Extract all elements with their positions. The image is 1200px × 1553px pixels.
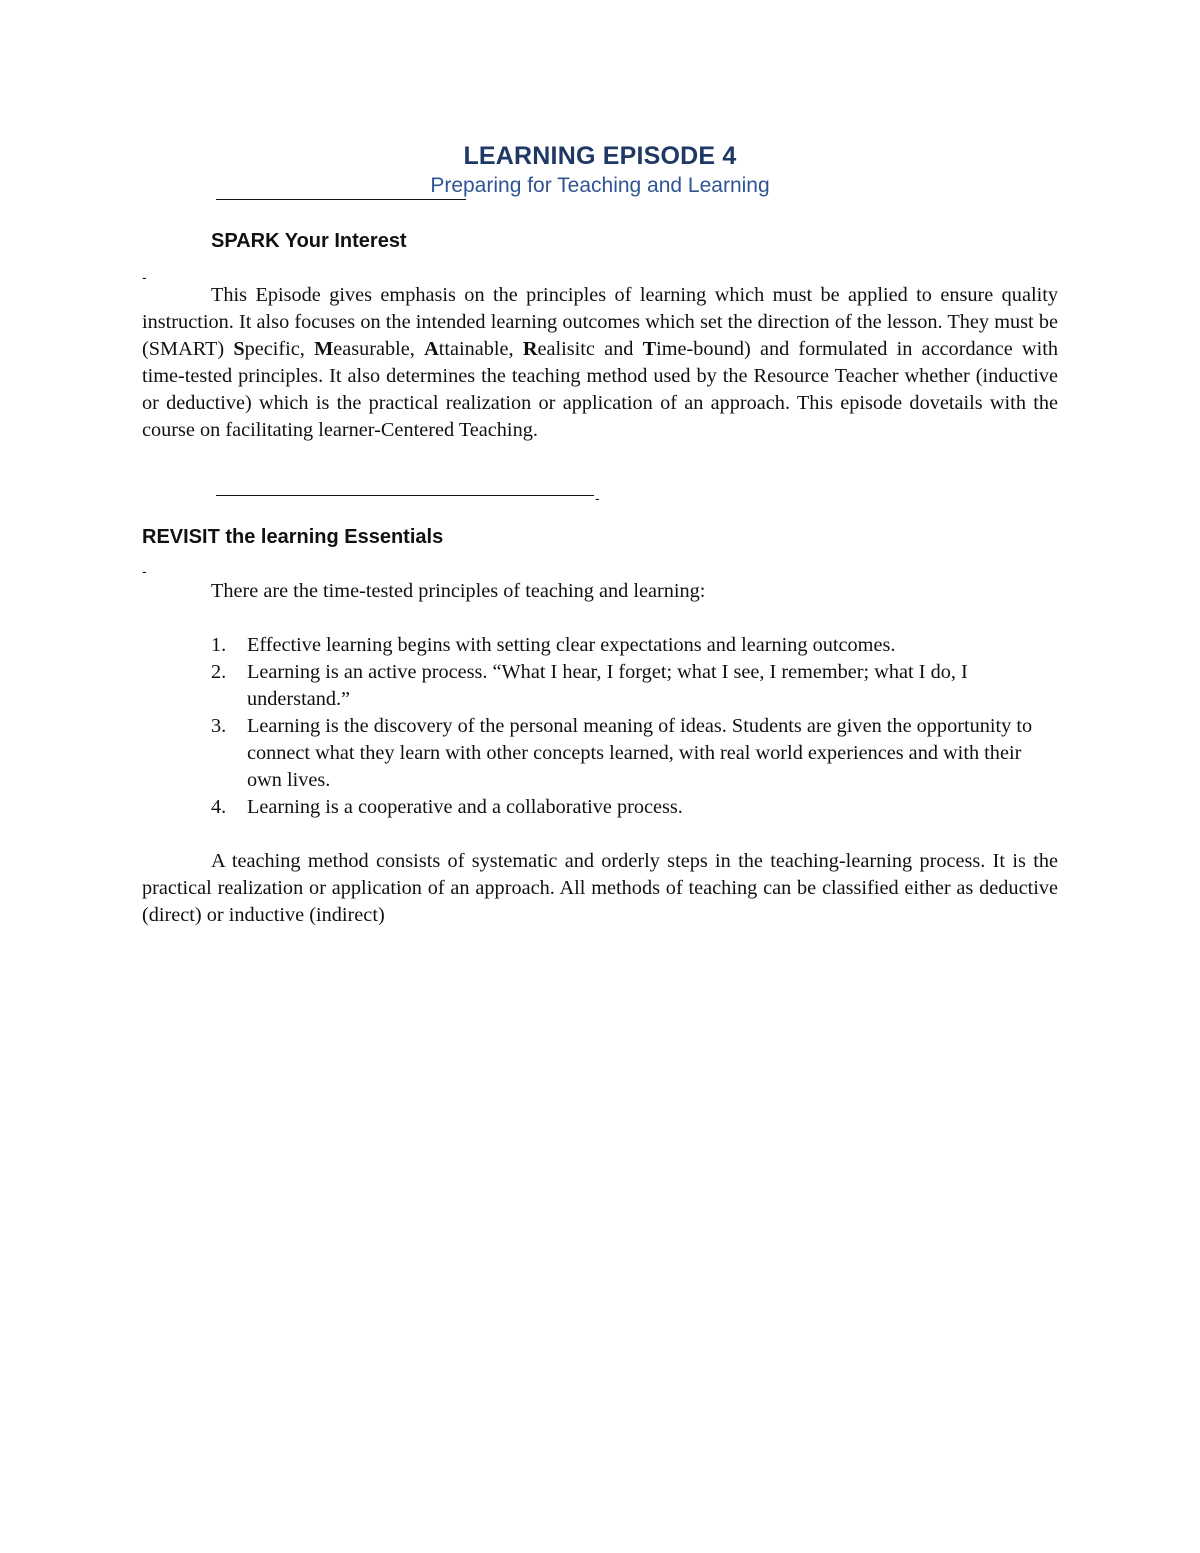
spark-paragraph-part-b: ime-bound) and formulated in accordance with time-tested principles. It also determines the teaching method used by the Resource Teacher whether (inductive or deductive) which is the practical realization or application of an approach. This episode dovetails with the course on facilitating learner-Centered Teaching. — [142, 338, 1058, 441]
episode-subtitle: Preparing for Teaching and Learning — [430, 174, 770, 197]
smart-letter-a: A — [424, 338, 439, 360]
list-item — [211, 794, 1051, 821]
list-item-number: 1. — [211, 634, 227, 656]
list-item-text: Learning is an active process. “What I hear, I forget; what I see, I remember; what I do, I understand.” — [247, 661, 968, 710]
spark-paragraph — [142, 282, 1058, 444]
spark-paragraph-part-a: This Episode gives emphasis on the principles of learning which must be applied to ensure quality instruction. It also focuses on the intended learning outcomes which set the direction of the lesson. They must be (SMART) — [142, 284, 1058, 360]
spark-dash-marker: - — [142, 269, 147, 285]
title-underline-rule — [216, 199, 466, 200]
smart-letter-t: T — [642, 338, 657, 360]
principles-intro: There are the time-tested principles of teaching and learning: — [211, 580, 706, 602]
list-item-text: Effective learning begins with setting clear expectations and learning outcomes. — [247, 634, 896, 656]
list-item — [211, 632, 1051, 659]
list-item-number: 4. — [211, 796, 227, 818]
smart-letter-r: R — [522, 338, 538, 360]
smart-word-m: easurable, — [333, 338, 425, 360]
list-item-text: Learning is the discovery of the personal meaning of ideas. Students are given the opportunity to connect what they learn with other concepts learned, with real world experiences and with their own lives. — [247, 715, 1033, 791]
divider-dash-marker: - — [595, 490, 600, 506]
list-item-text: Learning is a cooperative and a collaborative process. — [247, 796, 683, 818]
revisit-heading: REVISIT the learning Essentials — [142, 526, 444, 548]
smart-word-r: ealisitc and — [537, 338, 643, 360]
smart-letter-s: S — [233, 338, 245, 360]
smart-word-a: ttainable, — [438, 338, 523, 360]
section-divider-rule — [216, 495, 594, 496]
principles-list — [211, 632, 1051, 821]
episode-title: LEARNING EPISODE 4 — [463, 142, 737, 170]
smart-word-s: pecific, — [244, 338, 315, 360]
list-item-number: 2. — [211, 661, 227, 683]
spark-heading: SPARK Your Interest — [211, 230, 407, 252]
teaching-method-paragraph: A teaching method consists of systematic and orderly steps in the teaching-learning process. It is the practical realization or application of an approach. All methods of teaching can be classified either as deductive (direct) or inductive (indirect) — [142, 850, 1058, 926]
revisit-dash-marker: - — [142, 563, 147, 579]
list-item-number: 3. — [211, 715, 227, 737]
list-item — [211, 659, 1051, 713]
list-item — [211, 713, 1051, 794]
smart-letter-m: M — [314, 338, 334, 360]
